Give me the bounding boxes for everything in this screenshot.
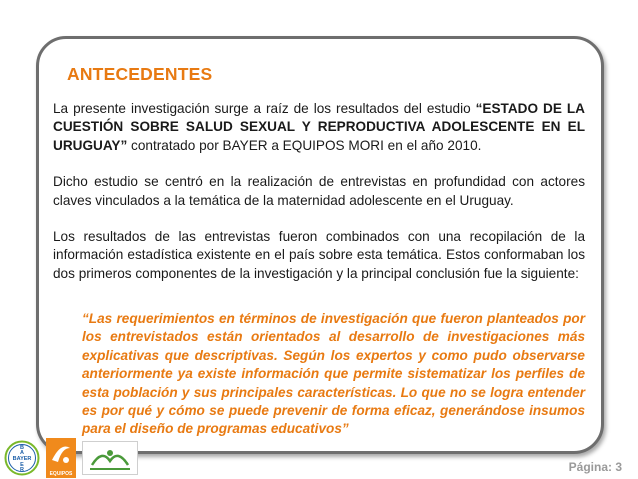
paragraph-1 (53, 100, 585, 155)
paragraph-1-end: contratado por BAYER a EQUIPOS MORI en el año 2010. (127, 137, 482, 153)
paragraph-2: Dicho estudio se centró en la realización de entrevistas en profundidad con actores claves vinculados a la temática de la maternidad adolescente en el Uruguay. (53, 174, 585, 208)
logo-strip (4, 438, 138, 478)
bayer-letter-a1: A (20, 450, 24, 456)
bayer-word: BAYER (12, 456, 32, 462)
page-number: Página: 3 (568, 460, 622, 474)
bayer-letter-r1: R (20, 467, 24, 473)
mori-swirl-icon (46, 438, 76, 470)
gov-program-logo (82, 441, 138, 475)
equipos-mori-logo (46, 438, 76, 478)
study-title: “ESTADO DE LA CUESTIÓN SOBRE SALUD SEXUAL Y REPRODUCTIVA ADOLESCENTE EN EL URUGUAY” (53, 101, 585, 153)
paragraph-3: Los resultados de las entrevistas fueron combinados con una recopilación de la información estadística existente en el país sobre esta temática. Estos conformaban los dos primeros componentes de la investigación y la principal conclusión fue la siguiente: (53, 229, 585, 281)
slide-title: ANTECEDENTES (67, 64, 213, 84)
bayer-logo (4, 440, 40, 476)
paragraph-1-start: La presente investigación surge a raíz de los resultados del estudio (53, 101, 476, 116)
slide-body (53, 100, 585, 283)
mori-text: EQUIPOS (49, 471, 73, 477)
bayer-letter-b1: B (20, 445, 24, 451)
conclusion-quote: “Las requerimientos en términos de investigación que fueron planteados por los entrevistados están orientados al desarrollo de investigaciones más explicativas que descriptivas. Según los expertos y como pudo observarse anteriormente ya existe información que permite sistematizar los perfiles de esta población y sus principales características. Lo que no se logra entender es por qué y cómo se puede prevenir de forma eficaz, generándose insumos para el diseño de programas educativos” (82, 311, 585, 437)
bayer-letter-e1: E (20, 462, 24, 468)
